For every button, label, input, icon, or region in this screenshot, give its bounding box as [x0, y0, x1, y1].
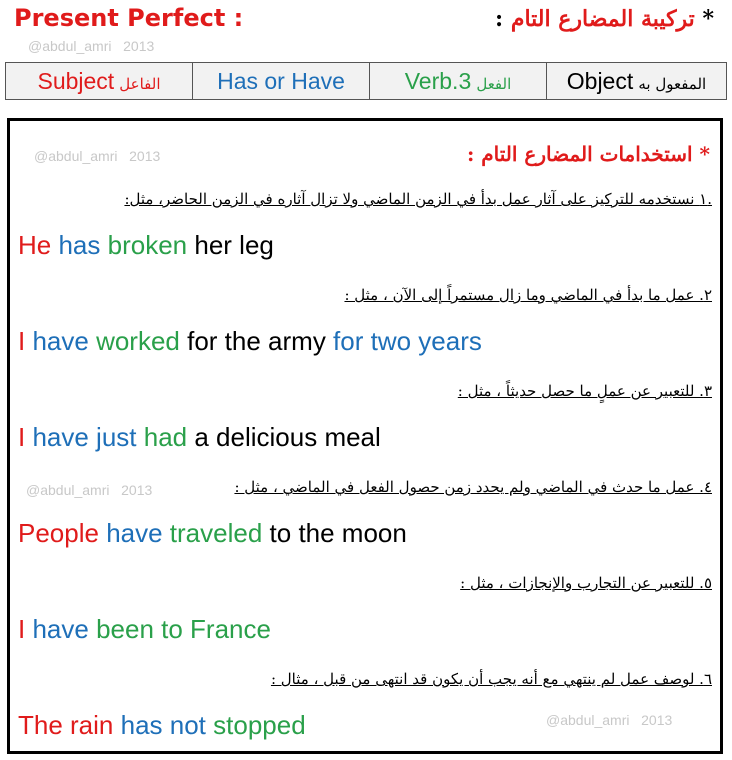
example-word: I: [18, 326, 26, 356]
example-word: have just: [25, 422, 137, 452]
example-word: have: [98, 518, 163, 548]
example-word: has: [51, 230, 101, 260]
has-have-label: Has or Have: [217, 67, 345, 94]
uses-title-text: استخدامات المضارع التام :: [466, 142, 693, 166]
example-6: [18, 710, 306, 741]
verb-cell: [370, 63, 547, 100]
example-word: have: [25, 614, 89, 644]
use-5-text: ٥. للتعبير عن التجارب والإنجازات ، مثل :: [460, 574, 712, 592]
use-2-text: ٢. عمل ما بدأ في الماضي وما زال مستمراً إلى الآن ، مثل :: [344, 286, 712, 304]
subject-label: Subject: [37, 67, 115, 94]
example-word: has not: [113, 710, 206, 740]
example-word: have: [25, 326, 89, 356]
watermark: @abdul_amri 2013: [34, 148, 161, 164]
use-4-text: ٤. عمل ما حدث في الماضي ولم يحدد زمن حصول الفعل في الماضي ، مثل :: [234, 478, 712, 496]
subject-cell: [6, 63, 193, 100]
use-6-text: ٦. لوصف عمل لم ينتهي مع أنه يجب أن يكون قد انتهى من قبل ، مثال :: [270, 670, 712, 688]
arabic-title-text: تركيبة المضارع التام: [510, 6, 695, 32]
has-have-cell: [193, 63, 370, 100]
example-word: traveled: [162, 518, 263, 548]
example-word: He: [18, 230, 52, 260]
example-word: to the moon: [262, 518, 407, 548]
example-word: People: [18, 518, 99, 548]
uses-title-star: *: [699, 142, 710, 166]
verb-label-ar: الفعل: [476, 74, 512, 93]
example-1: [18, 230, 274, 261]
watermark: @abdul_amri 2013: [546, 712, 673, 728]
example-word: I: [18, 614, 26, 644]
use-1-text: .١ نستخدمه للتركيز على آثار عمل بدأ في الزمن الماضي ولا تزال آثاره في الزمن الحاضر، مثل:: [124, 190, 712, 208]
subject-label-ar: الفاعل: [119, 74, 161, 93]
example-word: for two years: [325, 326, 482, 356]
example-word: broken: [100, 230, 188, 260]
example-3: [18, 422, 381, 453]
example-word: a delicious meal: [187, 422, 381, 452]
example-word: The rain: [18, 710, 114, 740]
example-5: [18, 614, 271, 645]
verb-label: Verb.3: [404, 67, 472, 94]
title-star: *: [702, 6, 714, 32]
object-label: Object: [566, 67, 634, 94]
structure-table: [5, 62, 727, 100]
example-word: been to France: [88, 614, 271, 644]
page-title: Present Perfect :: [14, 4, 244, 32]
example-word: had: [136, 422, 188, 452]
use-3-text: ٣. للتعبير عن عملٍ ما حصل حديثاً ، مثل :: [457, 382, 712, 400]
example-word: for the army: [179, 326, 326, 356]
arabic-title: [495, 6, 714, 32]
watermark: @abdul_amri 2013: [28, 38, 155, 54]
example-word: worked: [88, 326, 180, 356]
example-word: her leg: [187, 230, 274, 260]
example-word: I: [18, 422, 26, 452]
uses-title: [467, 142, 710, 166]
example-word: stopped: [205, 710, 306, 740]
object-cell: [547, 63, 727, 100]
example-2: [18, 326, 482, 357]
object-label-ar: المفعول به: [638, 74, 707, 93]
title-colon: :: [495, 6, 504, 32]
example-4: [18, 518, 407, 549]
watermark: @abdul_amri 2013: [26, 482, 153, 498]
